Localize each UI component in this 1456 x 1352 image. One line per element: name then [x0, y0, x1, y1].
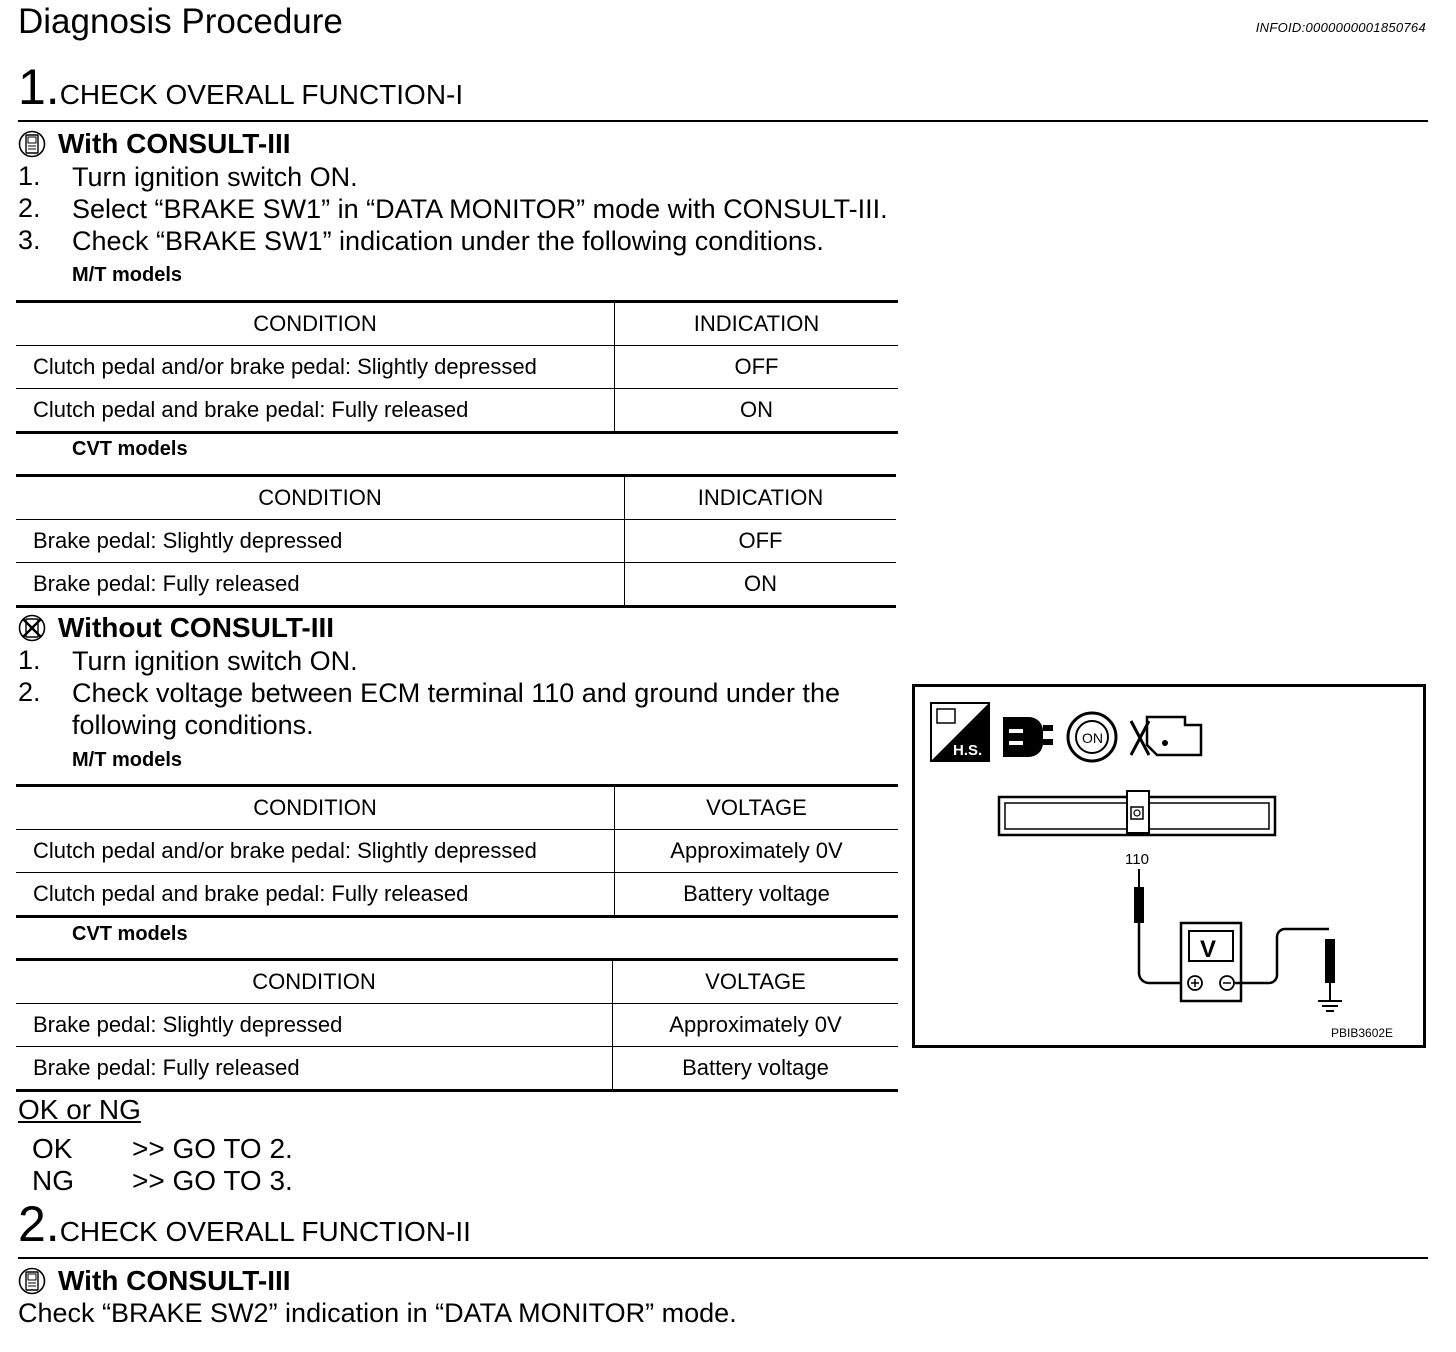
info-id: INFOID:0000000001850764 [1255, 20, 1426, 35]
table-header-row [16, 476, 896, 520]
table-row [16, 520, 896, 563]
ng-label: NG [32, 1165, 74, 1196]
table-cell: Battery voltage [613, 1047, 899, 1091]
ng-action: >> GO TO 3. [132, 1165, 293, 1196]
step-number: 2. [18, 1196, 60, 1252]
svg-text:H.S.: H.S. [953, 742, 983, 759]
mt-models-label: M/T models [72, 264, 183, 286]
cvt-voltage-table [16, 958, 898, 1092]
step-2-heading [18, 1195, 471, 1253]
step-title: CHECK OVERALL FUNCTION-II [59, 1216, 471, 1247]
table-cell: Clutch pedal and/or brake pedal: Slightly depressed [16, 830, 615, 873]
cvt-models-label: CVT models [72, 438, 188, 460]
step-title: CHECK OVERALL FUNCTION-I [59, 79, 464, 110]
with-consult-label: With CONSULT-III [58, 128, 291, 159]
engine-off-icon [1131, 717, 1201, 755]
ok-or-ng-heading: OK or NG [18, 1094, 141, 1125]
mt-voltage-table [16, 784, 898, 918]
table-header: VOLTAGE [613, 960, 899, 1004]
table-row [16, 830, 898, 873]
cvt-indication-table [16, 474, 896, 608]
table-cell: OFF [615, 346, 899, 389]
mt-models-label: M/T models [72, 749, 183, 771]
with-consult-label: With CONSULT-III [58, 1265, 291, 1296]
table-cell: Clutch pedal and brake pedal: Fully released [33, 397, 469, 422]
with-consult-heading [18, 1265, 291, 1297]
connector-icon [1003, 717, 1053, 757]
table-header: CONDITION [16, 960, 613, 1004]
terminal-number: 110 [1125, 851, 1149, 868]
with-consult-heading [18, 128, 291, 160]
table-cell: ON [615, 389, 899, 433]
table-row [16, 873, 898, 917]
divider [18, 120, 1428, 122]
table-cell: Brake pedal: Slightly depressed [16, 520, 625, 563]
consult-icon [18, 130, 46, 158]
consult-icon [18, 1267, 46, 1295]
table-header: CONDITION [16, 476, 625, 520]
table-row [16, 1004, 898, 1047]
table-header-row [16, 960, 898, 1004]
table-cell: Clutch pedal and/or brake pedal: Slightly depressed [16, 346, 615, 389]
table-cell: Brake pedal: Fully released [33, 1055, 300, 1080]
divider [18, 1257, 1428, 1259]
svg-text:ON: ON [1082, 730, 1103, 746]
table-header-row [16, 302, 898, 346]
table-header: INDICATION [615, 302, 899, 346]
voltmeter [1181, 923, 1241, 1001]
ecm-connector [999, 791, 1275, 835]
cvt-models-label: CVT models [72, 923, 188, 945]
ok-label: OK [32, 1133, 73, 1164]
table-header: INDICATION [625, 476, 897, 520]
figure-code: PBIB3602E [1331, 1026, 1394, 1040]
table-cell: Brake pedal: Slightly depressed [16, 1004, 613, 1047]
table-header: VOLTAGE [615, 786, 899, 830]
step-1-heading [18, 58, 463, 116]
table-header: CONDITION [16, 302, 615, 346]
table-row [16, 346, 898, 389]
wiring-diagram-drawing [915, 687, 1423, 1045]
table-cell: Approximately 0V [613, 1004, 899, 1047]
negative-probe [1235, 929, 1335, 1001]
ok-action: >> GO TO 2. [132, 1133, 293, 1164]
table-cell: Clutch pedal and brake pedal: Fully released [33, 881, 469, 906]
step-number: 1. [18, 59, 60, 115]
no-consult-icon [18, 614, 46, 642]
step-2-instruction: Check “BRAKE SW2” indication in “DATA MONITOR” mode. [18, 1298, 737, 1328]
table-cell: Brake pedal: Fully released [33, 571, 300, 596]
ignition-on-icon [1068, 713, 1116, 761]
without-consult-label: Without CONSULT-III [58, 612, 335, 643]
table-cell: Approximately 0V [615, 830, 899, 873]
voltmeter-label: V [1200, 936, 1217, 963]
table-cell: OFF [625, 520, 897, 563]
mt-indication-table [16, 300, 898, 434]
page-title: Diagnosis Procedure [18, 2, 343, 41]
table-row [16, 389, 898, 433]
ground-symbol [1318, 1001, 1342, 1011]
table-header: CONDITION [16, 786, 615, 830]
harness-connector-icon [931, 703, 989, 761]
without-consult-heading [18, 612, 334, 644]
table-cell: Battery voltage [615, 873, 899, 917]
table-header-row [16, 786, 898, 830]
table-row [16, 1047, 898, 1091]
table-cell: ON [625, 563, 897, 607]
wiring-diagram [912, 684, 1426, 1048]
table-row [16, 563, 896, 607]
